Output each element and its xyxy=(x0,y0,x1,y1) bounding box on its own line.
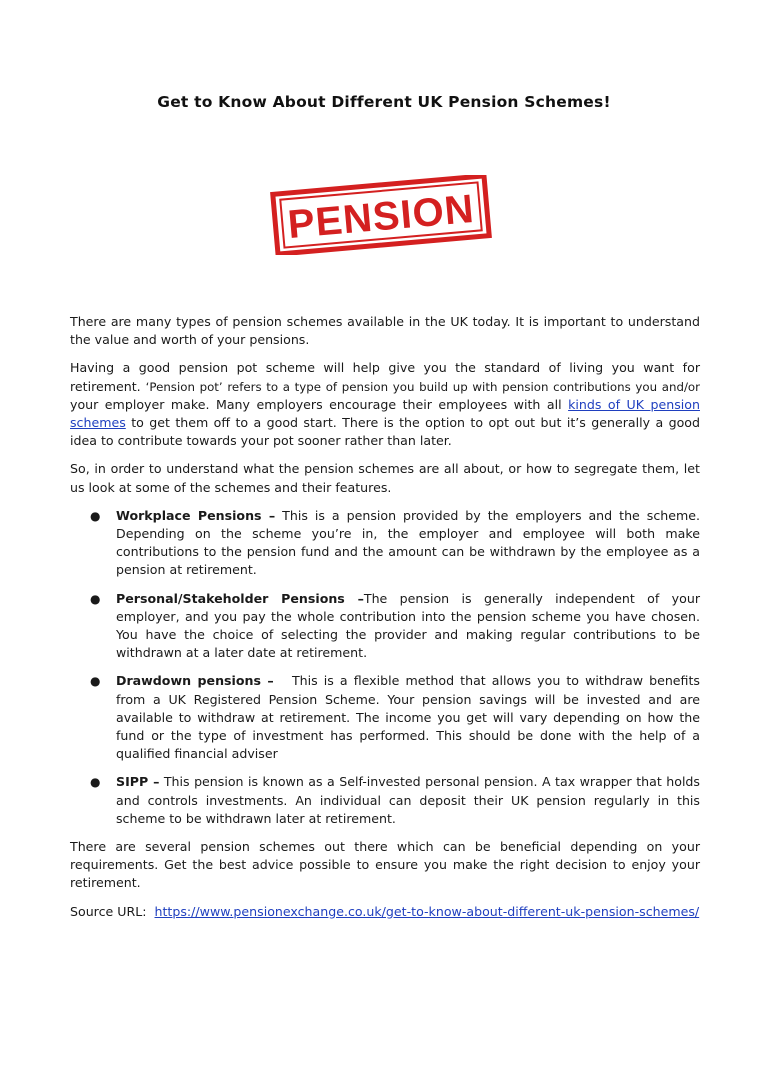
bullet-icon: ● xyxy=(90,775,101,790)
bullet-icon: ● xyxy=(90,591,101,606)
list-item xyxy=(70,507,700,580)
bullet-icon: ● xyxy=(90,508,101,523)
para2-text-a: Having a good pension pot scheme will help give you the standard of living you want for retirement. xyxy=(70,360,700,394)
pension-stamp-image xyxy=(261,175,501,255)
article-body xyxy=(70,313,700,931)
para2-text-d: to get them off to a good start. There is the option to opt out but it’s generally a good idea to contribute towards your pot sooner rather than later. xyxy=(70,415,700,449)
uk-pension-schemes-link[interactable]: kinds of UK pension schemes xyxy=(70,396,700,431)
scheme-name: SIPP – xyxy=(116,774,160,790)
scheme-description: This is a pension provided by the employers and the scheme. Depending on the scheme you’re in, the employer and employee will both make contributions to the pension fund and the amount can be withdrawn by the employee as a pension at retirement. xyxy=(116,507,701,578)
list-item xyxy=(70,672,700,763)
para2-text-b: ‘Pension pot’ refers to a type of pension you build up with pension contributions you and/or xyxy=(145,379,700,394)
segregate-paragraph: So, in order to understand what the pension schemes are all about, or how to segregate them, let us look at some of the schemes and their features. xyxy=(70,461,700,495)
scheme-description: The pension is generally independent of your employer, and you pay the whole contribution into the pension scheme you have chosen. You have the choice of selecting the provider and making regular contributions to be withdrawn at a later date at retirement. xyxy=(116,590,701,661)
page-title: Get to Know About Different UK Pension Schemes! xyxy=(157,93,611,111)
closing-paragraph: There are several pension schemes out there which can be beneficial depending on your requirements. Get the best advice possible to ensure you make the right decision to enjoy your retirement. xyxy=(70,839,700,891)
scheme-name: Drawdown pensions – xyxy=(116,673,274,689)
list-item xyxy=(70,773,700,828)
scheme-name: Personal/Stakeholder Pensions – xyxy=(116,590,364,606)
stamp-text: PENSION xyxy=(286,186,477,248)
scheme-name: Workplace Pensions – xyxy=(116,507,276,523)
source-url-link[interactable]: https://www.pensionexchange.co.uk/get-to-know-about-different-uk-pension-schemes/ xyxy=(154,903,700,919)
scheme-description: This pension is known as a Self-invested personal pension. A tax wrapper that holds and controls investments. An individual can deposit their UK pension regularly in this scheme to be withdrawn later at retirement. xyxy=(116,774,700,826)
scheme-description: This is a flexible method that allows you to withdraw benefits from a UK Registered Pension Scheme. Your pension savings will be invested and are available to withdraw at retirement. The income you get will vary depending on how the fund or the type of investment has performed. This should be done with the help of a qualified financial adviser xyxy=(116,673,700,762)
bullet-icon: ● xyxy=(90,674,101,689)
scheme-list xyxy=(70,507,700,828)
para2-text-c: your employer make. Many employers encourage their employees with all xyxy=(70,396,562,412)
intro-paragraph: There are many types of pension schemes available in the UK today. It is important to understand the value and worth of your pensions. xyxy=(70,314,700,348)
source-label: Source URL: xyxy=(70,903,147,919)
source-line xyxy=(70,903,700,921)
pension-pot-paragraph xyxy=(70,359,700,450)
pension-stamp-graphic xyxy=(261,175,501,255)
list-item xyxy=(70,590,700,663)
